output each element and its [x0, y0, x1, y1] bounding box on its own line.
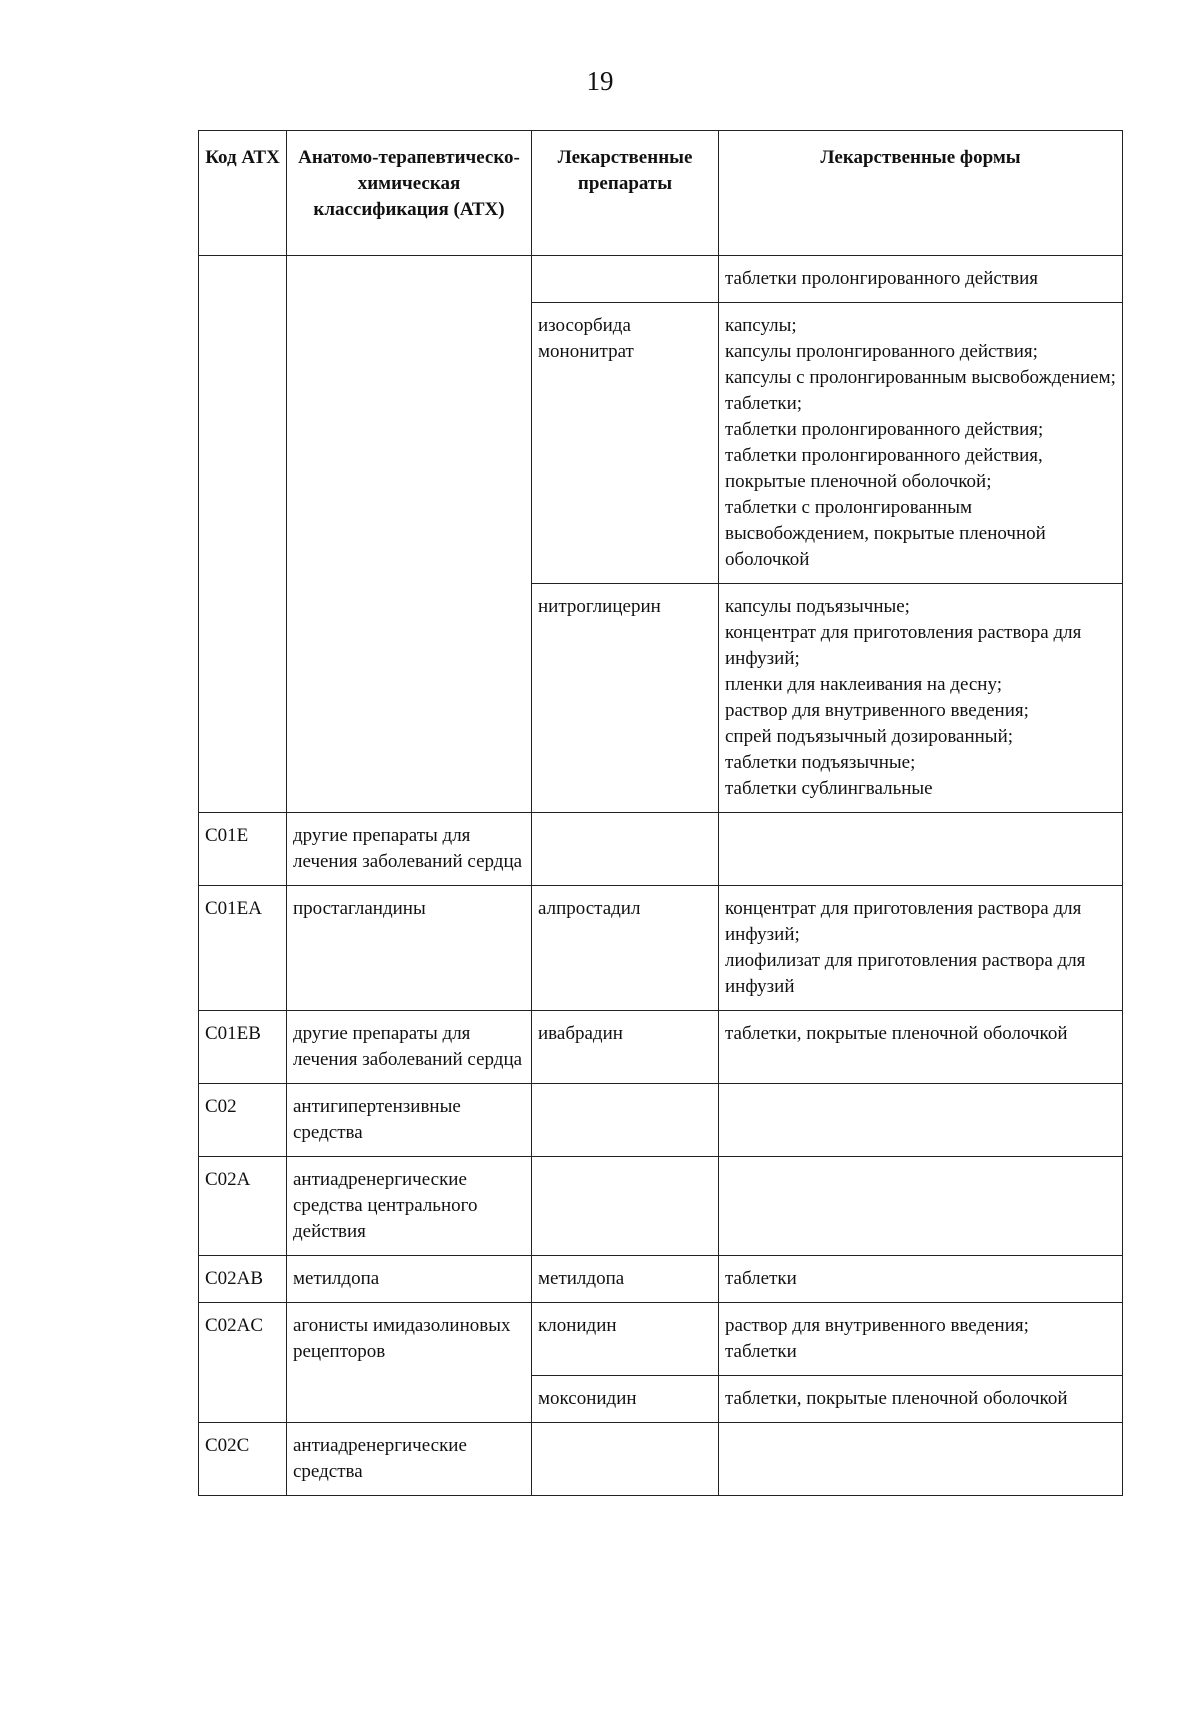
code-cell: C02C [199, 1423, 287, 1496]
classification-cell: антигипертензивные средства [287, 1084, 532, 1157]
form-line: капсулы; [725, 315, 797, 336]
table-header-row [199, 131, 1123, 256]
drug-cell [532, 256, 719, 303]
table-row [199, 1256, 1123, 1303]
drug-cell: клонидин [532, 1303, 719, 1376]
forms-cell [719, 1303, 1123, 1376]
classification-cell: простагландины [287, 886, 532, 1011]
form-line: таблетки с пролонгированным высвобождением, покрытые пленочной оболочкой [725, 497, 1046, 570]
code-cell: C02AC [199, 1303, 287, 1423]
forms-cell [719, 1011, 1123, 1084]
forms-cell [719, 1157, 1123, 1256]
header-forms: Лекарственные формы [719, 131, 1123, 256]
form-line: концентрат для приготовления раствора для инфузий; [725, 622, 1082, 669]
forms-cell [719, 1423, 1123, 1496]
drug-cell: нитроглицерин [532, 584, 719, 813]
drug-cell [532, 1084, 719, 1157]
table-row [199, 1423, 1123, 1496]
form-line: раствор для внутривенного введения; [725, 1315, 1029, 1336]
code-cell: C02A [199, 1157, 287, 1256]
form-line: таблетки пролонгированного действия [725, 268, 1038, 289]
form-line: капсулы пролонгированного действия; [725, 341, 1038, 362]
table-row [199, 1011, 1123, 1084]
drug-cell: алпростадил [532, 886, 719, 1011]
table-row [199, 1084, 1123, 1157]
classification-cell: антиадренергические средства [287, 1423, 532, 1496]
forms-cell [719, 813, 1123, 886]
table-row [199, 1157, 1123, 1256]
form-line: спрей подъязычный дозированный; [725, 726, 1014, 747]
header-code: Код АТХ [199, 131, 287, 256]
forms-cell [719, 1376, 1123, 1423]
header-drugs: Лекарственные препараты [532, 131, 719, 256]
form-line: таблетки подъязычные; [725, 752, 916, 773]
form-line: таблетки пролонгированного действия, покрытые пленочной оболочкой; [725, 445, 1043, 492]
code-cell: C01EA [199, 886, 287, 1011]
table-row [199, 1303, 1123, 1376]
page-number: 19 [586, 66, 614, 96]
code-cell: C01E [199, 813, 287, 886]
forms-cell [719, 886, 1123, 1011]
classification-cell: антиадренергические средства центрального действия [287, 1157, 532, 1256]
form-line: пленки для наклеивания на десну; [725, 674, 1002, 695]
drug-cell: метилдопа [532, 1256, 719, 1303]
forms-cell [719, 256, 1123, 303]
form-line: таблетки [725, 1268, 797, 1289]
classification-cell: метилдопа [287, 1256, 532, 1303]
code-cell [199, 256, 287, 813]
drug-cell [532, 1157, 719, 1256]
code-cell: C01EB [199, 1011, 287, 1084]
table-row [199, 256, 1123, 303]
forms-cell [719, 584, 1123, 813]
classification-cell: другие препараты для лечения заболеваний сердца [287, 813, 532, 886]
forms-cell [719, 1256, 1123, 1303]
forms-cell [719, 1084, 1123, 1157]
form-line: капсулы с пролонгированным высвобождением; таблетки; [725, 367, 1116, 414]
drug-cell [532, 813, 719, 886]
drug-cell: ивабрадин [532, 1011, 719, 1084]
code-cell: C02 [199, 1084, 287, 1157]
classification-cell: другие препараты для лечения заболеваний сердца [287, 1011, 532, 1084]
drug-cell: моксонидин [532, 1376, 719, 1423]
atx-table [198, 130, 1123, 1496]
forms-cell [719, 303, 1123, 584]
form-line: таблетки пролонгированного действия; [725, 419, 1044, 440]
table-row [199, 813, 1123, 886]
form-line: лиофилизат для приготовления раствора для инфузий [725, 950, 1086, 997]
form-line: таблетки сублингвальные [725, 778, 933, 799]
code-cell: C02AB [199, 1256, 287, 1303]
form-line: концентрат для приготовления раствора для инфузий; [725, 898, 1082, 945]
classification-cell: агонисты имидазолиновых рецепторов [287, 1303, 532, 1423]
drug-cell [532, 1423, 719, 1496]
form-line: раствор для внутривенного введения; [725, 700, 1029, 721]
form-line: таблетки, покрытые пленочной оболочкой [725, 1388, 1068, 1409]
drug-cell: изосорбида мононитрат [532, 303, 719, 584]
form-line: капсулы подъязычные; [725, 596, 910, 617]
form-line: таблетки [725, 1341, 797, 1362]
header-classification: Анатомо-терапевтическо-химическая классификация (АТХ) [287, 131, 532, 256]
form-line: таблетки, покрытые пленочной оболочкой [725, 1023, 1068, 1044]
classification-cell [287, 256, 532, 813]
table-row [199, 886, 1123, 1011]
